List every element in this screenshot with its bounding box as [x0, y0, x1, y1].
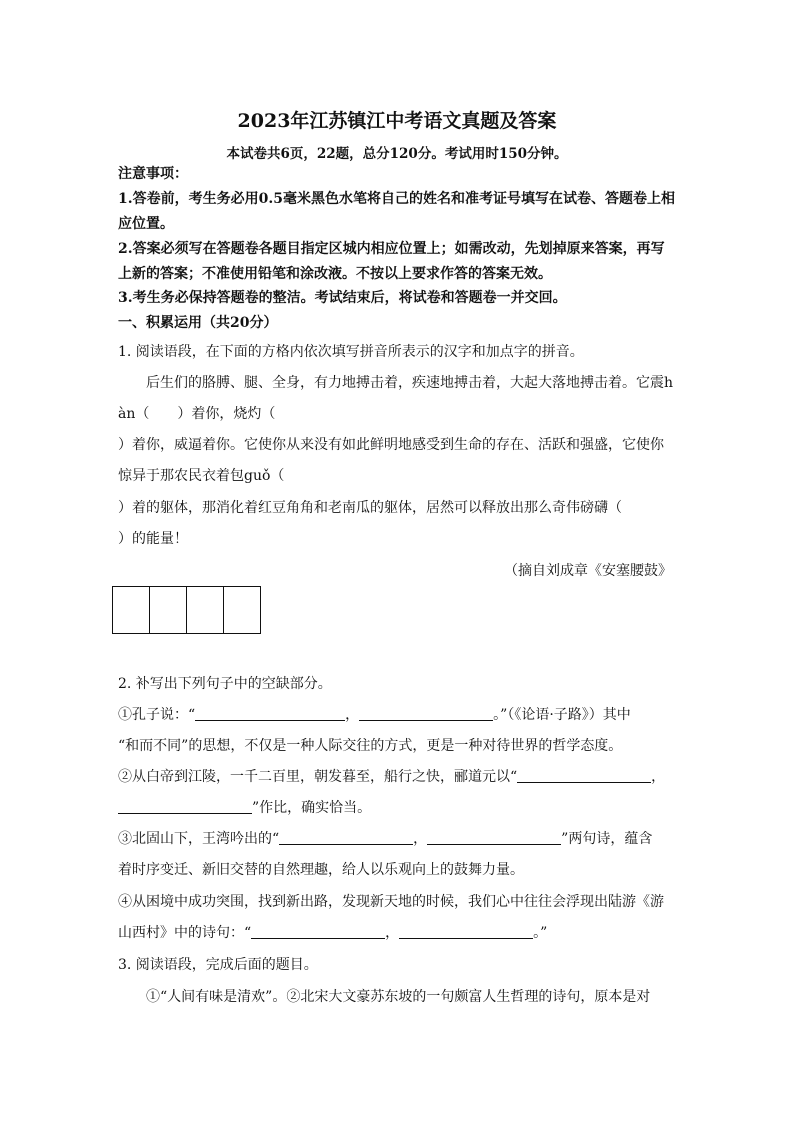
- fill-blank[interactable]: [118, 799, 252, 814]
- page-title: 2023年江苏镇江中考语文真题及答案: [237, 110, 557, 132]
- answer-cell[interactable]: [150, 587, 187, 633]
- q2-item-3-cont: 着时序变迁、新旧交替的自然理趣，给人以乐观向上的鼓舞力量。: [118, 862, 524, 878]
- passage-line: ）的能量！: [118, 531, 188, 547]
- passage-line: 惊异于那农民衣着包guǒ（: [118, 468, 285, 484]
- q2-item-4: ④从困境中成功突围，找到新出路，发现新天地的时候，我们心中往往会浮现出陆游《游: [118, 894, 664, 910]
- q2-item-4-cont: 山西村》中的诗句：“ ， 。”: [118, 925, 548, 941]
- question-2-prompt: 2. 补写出下列句子中的空缺部分。: [118, 676, 332, 692]
- notice-line: 1.答卷前，考生务必用0.5毫米黑色水笔将自己的姓名和准考证号填写在试卷、答题卷上相: [118, 191, 675, 207]
- notice-line: 3.考生务必保持答题卷的整洁。考试结束后，将试卷和答题卷一并交回。: [118, 290, 567, 306]
- answer-cell[interactable]: [224, 587, 260, 633]
- answer-grid[interactable]: [112, 586, 261, 634]
- notice-line: 2.答案必须写在答题卷各题目指定区城内相应位置上；如需改动，先划掉原来答案，再写: [118, 241, 665, 257]
- passage-line: 后生们的胳膊、腿、全身，有力地搏击着，疾速地搏击着，大起大落地搏击着。它震h: [146, 375, 674, 391]
- notice-heading: 注意事项：: [118, 166, 188, 182]
- section-heading: 一、积累运用（共20分）: [118, 315, 278, 331]
- fill-blank[interactable]: [359, 706, 493, 721]
- fill-blank[interactable]: [399, 924, 533, 939]
- question-1-prompt: 1. 阅读语段，在下面的方格内依次填写拼音所表示的汉字和加点字的拼音。: [118, 344, 584, 360]
- fill-blank[interactable]: [427, 830, 561, 845]
- passage-line: ）着你，威逼着你。它使你从来没有如此鲜明地感受到生命的存在、活跃和强盛，它使你: [118, 437, 664, 453]
- q2-item-1-cont: “和而不同”的思想，不仅是一种人际交往的方式，更是一种对待世界的哲学态度。: [118, 738, 623, 754]
- passage-source: （摘自刘成章《安塞腰鼓》: [504, 563, 672, 579]
- question-3-prompt: 3. 阅读语段，完成后面的题目。: [118, 957, 318, 973]
- passage-line: ）着的躯体，那消化着红豆角角和老南瓜的躯体，居然可以释放出那么奇伟磅礴（: [118, 500, 622, 516]
- q2-item-2: ②从白帝到江陵，一千二百里，朝发暮至，船行之快，郦道元以“ ，: [118, 769, 666, 785]
- q2-item-1: ①孔子说：“ ， 。”（《论语·子路》）其中: [118, 707, 631, 723]
- fill-blank[interactable]: [279, 830, 413, 845]
- fill-blank[interactable]: [517, 768, 651, 783]
- fill-blank[interactable]: [251, 924, 385, 939]
- q2-item-3: ③北固山下，王湾吟出的“ ， ”两句诗，蕴含: [118, 831, 653, 847]
- notice-line: 应位置。: [118, 216, 174, 232]
- exam-info: 本试卷共6页，22题，总分120分。考试用时150分钟。: [226, 146, 568, 162]
- fill-blank[interactable]: [195, 706, 345, 721]
- notice-line: 上新的答案；不准使用铅笔和涂改液。不按以上要求作答的答案无效。: [118, 266, 552, 282]
- answer-cell[interactable]: [187, 587, 224, 633]
- q2-item-2-cont: ”作比，确实恰当。: [118, 798, 371, 818]
- answer-cell[interactable]: [113, 587, 150, 633]
- passage-line: àn（ ）着你，烧灼（: [118, 406, 276, 422]
- passage-line: ①“人间有味是清欢”。②北宋大文豪苏东坡的一句颇富人生哲理的诗句，原本是对: [146, 989, 651, 1005]
